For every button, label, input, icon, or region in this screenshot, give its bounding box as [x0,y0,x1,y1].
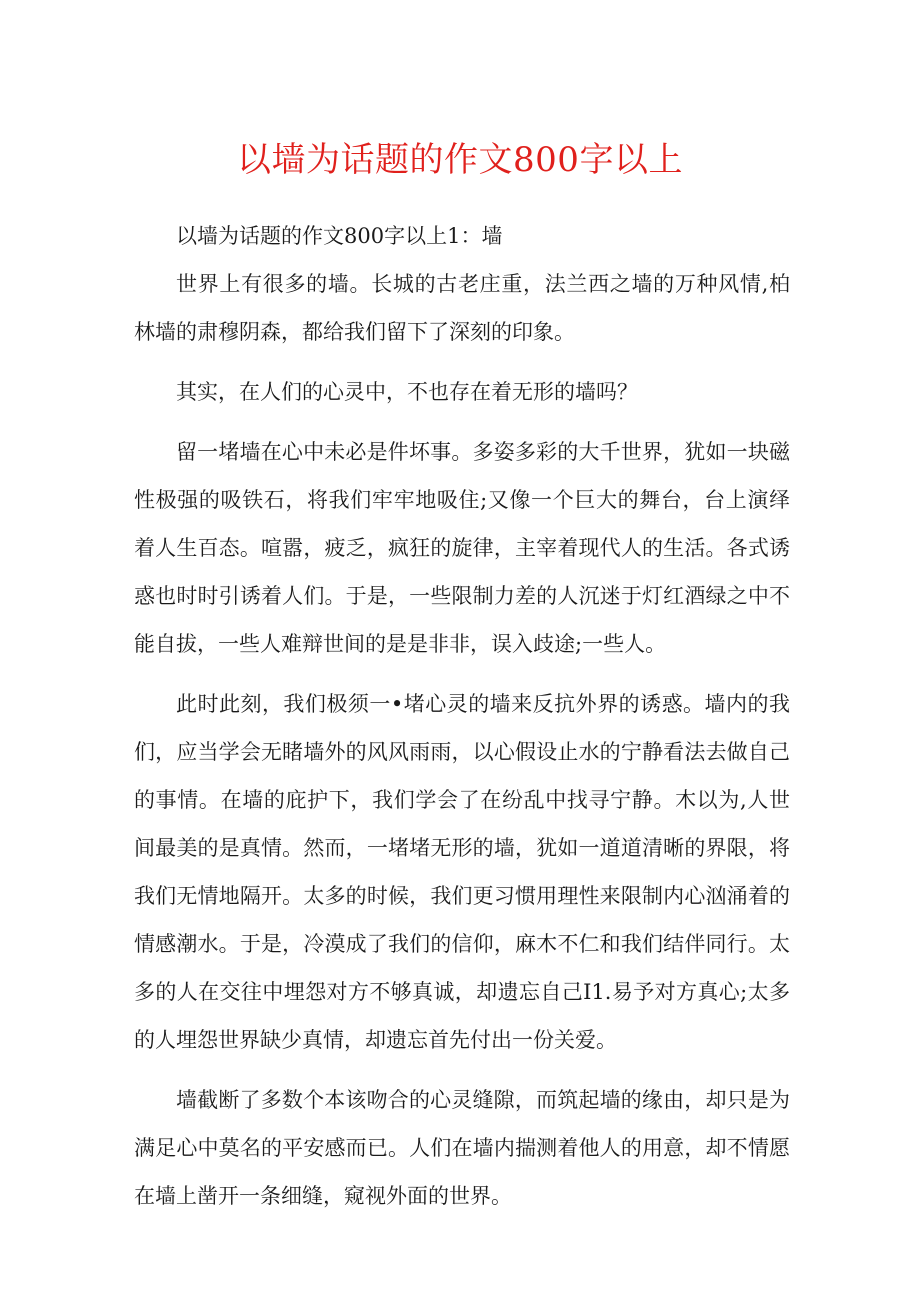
paragraph-2: 其实，在人们的心灵中，不也存在着无形的墙吗？ [176,380,638,404]
paragraph-3: 留一堵墙在心中未必是件坏事。多姿多彩的大千世界，犹如一块磁性极强的吸铁石，将我们牢牢地吸住;又像一个巨大的舞台，台上演绎着人生百态。喧嚣，疲乏，疯狂的旋律，主宰着现代人的生活。各式诱惑也时时引诱着人们。于是，一些限制力差的人沉迷于灯红酒绿之中不能自拔，一些人难辩世间的是是非非，误入歧途;一些人。 [134,440,790,656]
paragraph-4: 此时此刻，我们极须一•堵心灵的墙来反抗外界的诱惑。墙内的我们，应当学会无睹墙外的风风雨雨，以心假设止水的宁静看法去做自己的事情。在墙的庇护下，我们学会了在纷乱中找寻宁静。木以为,人世间最美的是真情。然而，一堵堵无形的墙，犹如一道道清晰的界限，将我们无情地隔开。太多的时候，我们更习惯用理性来限制内心汹涌着的情感潮水。于是，冷漠成了我们的信仰，麻木不仁和我们结伴同行。太多的人在交往中埋怨对方不够真诚，却遗忘自己I1.易予对方真心;太多的人埋怨世界缺少真情，却遗忘首先付出一份关爱。 [134,692,790,1052]
document-body [134,212,790,1232]
essay-subtitle: 以墙为话题的作文800字以上1：墙 [176,224,503,248]
paragraph-5: 墙截断了多数个本该吻合的心灵缝隙，而筑起墙的缘由，却只是为满足心中莫名的平安感而已。人们在墙内揣测着他人的用意，却不情愿在墙上凿开一条细缝，窥视外面的世界。 [134,1088,790,1208]
document-title: 以墙为话题的作文800字以上 [237,140,683,180]
paragraph-1: 世界上有很多的墙。长城的古老庄重，法兰西之墙的万种风情,柏林墙的肃穆阴森，都给我们留下了深刻的印象。 [134,272,790,344]
